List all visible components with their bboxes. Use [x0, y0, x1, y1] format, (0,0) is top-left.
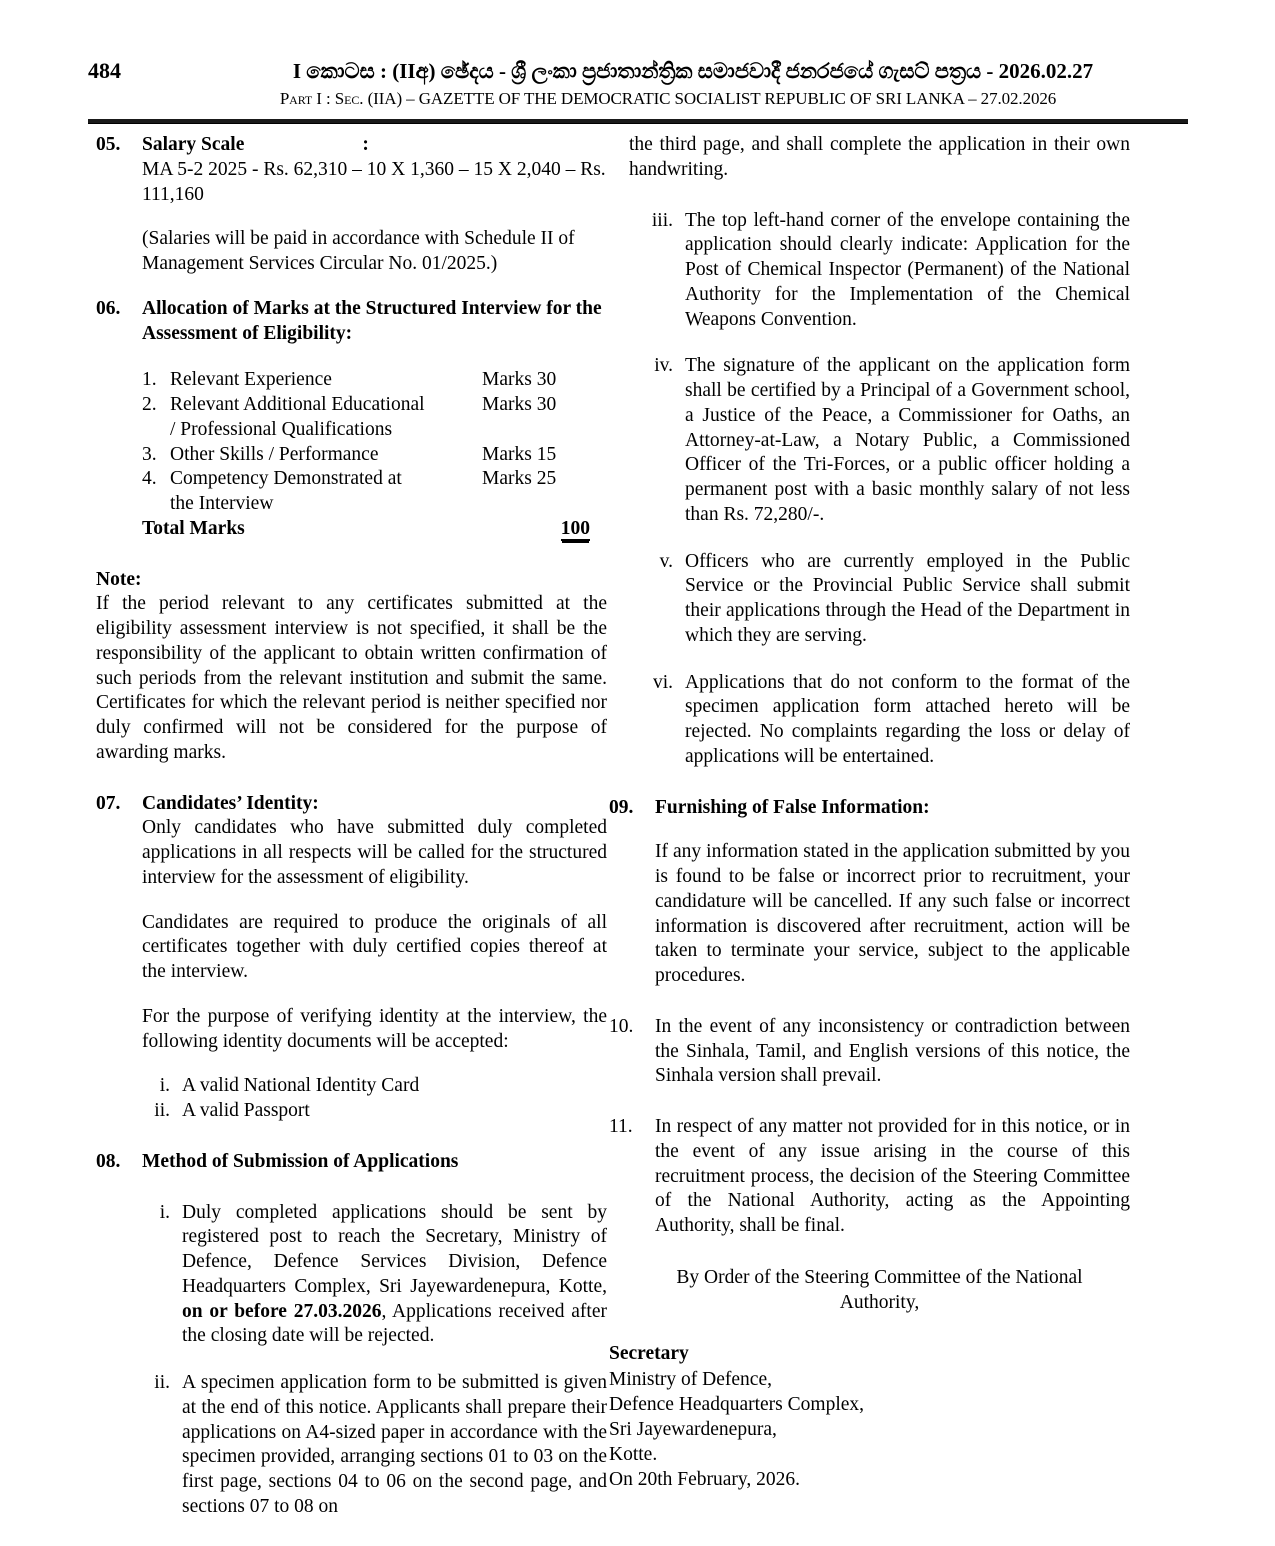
submission-method-item	[629, 354, 1130, 527]
section-09-number: 09.	[609, 796, 634, 818]
identity-document-item	[142, 1074, 607, 1099]
marks-row	[142, 467, 594, 492]
submission-deadline-bold: on or before 27.03.2026	[182, 1300, 382, 1322]
marks-row	[142, 443, 594, 468]
header-english-title: Part I : Sec. (IIA) – GAZETTE OF THE DEMOCRATIC SOCIALIST REPUBLIC OF SRI LANKA – 27.02.2026	[279, 89, 1057, 109]
submission-method-text	[182, 1201, 607, 1350]
notice-clause-11-number: 11.	[609, 1116, 633, 1137]
header-divider-rule	[88, 119, 1188, 124]
marks-row-value: Marks 30	[482, 369, 557, 391]
section-08-title: Method of Submission of Applications	[142, 1150, 459, 1172]
marks-row-label: Other Skills / Performance	[170, 443, 379, 465]
marks-total-value-cell	[478, 517, 594, 542]
submission-method-text: A specimen application form to be submitted is given at the end of this notice. Applicants shall prepare their applications on A4-sized paper in accordance with the specimen provided, arranging sections 01 to 03 on the first page, sections 04 to 06 on the second page, and sections 07 to 08 on	[182, 1372, 607, 1517]
marks-row-label: Relevant Experience	[170, 369, 332, 391]
submission-method-item	[142, 1371, 607, 1520]
submission-method-list-continued	[629, 209, 1130, 770]
marks-row-label-continuation: / Professional Qualifications	[170, 418, 393, 440]
submission-text-after-bold: , Applications received after the closing date will be rejected.	[182, 1300, 607, 1347]
section-07-title: Candidates’ Identity:	[142, 792, 319, 814]
note-body: If the period relevant to any certificates submitted at the eligibility assessment interview is not specified, it shall be the responsibility of the applicant to obtain written confirmation of such periods from the relevant institution and submit the same. Certificates for which the relevant period is neither specified nor duly confirmed will not be considered for the purpose of awarding marks.	[96, 593, 607, 763]
submission-method-numeral: iv.	[654, 355, 673, 377]
section-08-number: 08.	[96, 1150, 121, 1172]
marks-total-label: Total Marks	[142, 517, 245, 539]
notice-clause-10-text: In the event of any inconsistency or contradiction between the Sinhala, Tamil, and English versions of this notice, the Sinhala version shall prevail.	[655, 1015, 1130, 1087]
section-09-title: Furnishing of False Information:	[655, 796, 930, 818]
marks-row-number: 2.	[142, 394, 157, 415]
submission-method-text: The signature of the applicant on the application form shall be certified by a Principal of a Government school, a Justice of the Peace, a Commissioner for Oaths, an Attorney-at-Law, a Notary Public, a Commissioned Officer of the Tri-Forces, or a public officer holding a permanent post with a basic monthly salary of not less than Rs. 72,280/-.	[685, 355, 1130, 525]
marks-row-number: 4.	[142, 468, 157, 490]
signature-line-4: Kotte.	[609, 1444, 658, 1465]
signature-line-2: Defence Headquarters Complex,	[609, 1393, 865, 1415]
submission-method-list	[142, 1201, 607, 1520]
section-06-number: 06.	[96, 297, 121, 319]
section-05-salary-scale	[96, 133, 607, 277]
section-07-number: 07.	[96, 792, 121, 814]
signature-line-1: Ministry of Defence,	[609, 1368, 772, 1390]
left-column	[0, 133, 607, 1520]
section-07-paragraph-2: Candidates are required to produce the originals of all certificates together with duly certified copies thereof at the interview.	[142, 911, 607, 982]
section-07-candidates-identity	[96, 792, 607, 1055]
section-05-salary-note: (Salaries will be paid in accordance with Schedule II of Management Services Circular No. 01/2025.)	[142, 228, 575, 274]
signature-block	[609, 1341, 1130, 1492]
identity-document-numeral: ii.	[154, 1100, 170, 1121]
section-08-method-of-submission	[96, 1150, 607, 1175]
section-05-number: 05.	[96, 134, 121, 155]
section-06-marks-allocation	[96, 297, 607, 347]
section-05-scale: MA 5-2 2025 - Rs. 62,310 – 10 X 1,360 – 15 X 2,040 – Rs. 111,160	[142, 158, 606, 205]
identity-document-text: A valid National Identity Card	[182, 1075, 420, 1097]
page-number: 484	[88, 58, 121, 83]
notice-clause-11-text: In respect of any matter not provided for in this notice, or in the event of any issue arising in the course of this recruitment process, the decision of the Steering Committee of the National Authority, acting as the Appointing Authority, shall be final.	[655, 1116, 1130, 1236]
right-column	[607, 133, 1275, 1520]
submission-method-text: Officers who are currently employed in the Public Service or the Provincial Public Service shall submit their applications through the Head of the Department in which they are serving.	[685, 550, 1130, 646]
notice-clause-11	[609, 1115, 1130, 1239]
submission-method-numeral: vi.	[652, 671, 673, 693]
submission-method-numeral: i.	[159, 1201, 170, 1223]
section-07-paragraph-3: For the purpose of verifying identity at the interview, the following identity documents will be accepted:	[142, 1005, 607, 1052]
submission-method-item	[629, 550, 1130, 649]
header-sinhala-title: I කොටස : (IIඅ) ඡේදය - ශ්‍රී ලංකා ප්‍රජාතාන්ත්‍රික සමාජවාදී ජනරජයේ ගැසට් පත්‍රය - 2026.02.27	[292, 59, 1094, 83]
note-heading: Note:	[96, 568, 142, 590]
signature-title: Secretary	[609, 1343, 689, 1365]
marks-allocation-table	[142, 368, 594, 541]
identity-document-text: A valid Passport	[182, 1100, 310, 1121]
identity-document-item	[142, 1099, 607, 1124]
body-columns	[0, 133, 1275, 1520]
identity-documents-list	[142, 1074, 607, 1124]
marks-total-value: 100	[561, 519, 590, 541]
section-05-colon: :	[362, 134, 369, 155]
page-header	[88, 58, 1188, 109]
submission-text-before-bold: Duly completed applications should be sent by registered post to reach the Secretary, Ministry of Defence, Defence Services Division, Defence Headquarters Complex, Sri Jayewardenepura, Kotte,	[182, 1201, 607, 1297]
marks-total-row	[142, 517, 594, 542]
signature-line-3: Sri Jayewardenepura,	[609, 1418, 777, 1440]
submission-method-text: The top left-hand corner of the envelope containing the application should clearly indicate: Application for the Post of Chemical Inspector (Permanent) of the National Authority for the Implementation of the Chemical Weapons Convention.	[685, 209, 1130, 330]
by-order-line: By Order of the Steering Committee of the National Authority,	[676, 1266, 1083, 1314]
submission-method-item	[629, 671, 1130, 770]
marks-row-value: Marks 25	[482, 468, 557, 490]
section-07-paragraph-1: Only candidates who have submitted duly completed applications in all respects will be called for the structured interview for the assessment of eligibility.	[142, 817, 607, 888]
section-09-false-information	[609, 796, 1130, 989]
marks-row-label: Relevant Additional Educational	[170, 394, 425, 415]
submission-method-text: Applications that do not conform to the format of the specimen application form attached hereto will be rejected. No complaints regarding the loss or delay of applications will be entertained.	[685, 671, 1130, 767]
header-top-row	[88, 58, 1188, 84]
marks-row-label: Competency Demonstrated at	[170, 468, 402, 490]
marks-row	[142, 393, 594, 418]
section-05-title: Salary Scale	[142, 134, 245, 155]
continuation-paragraph: the third page, and shall complete the application in their own handwriting.	[629, 134, 1130, 180]
notice-clause-10-number: 10.	[609, 1015, 634, 1037]
marks-row-number: 3.	[142, 443, 157, 465]
section-09-body: If any information stated in the application submitted by you is found to be false or incorrect prior to recruitment, your candidature will be cancelled. If any such false or incorrect information is discovered after recruitment, action will be taken to terminate your service, subject to the applicable procedures.	[655, 841, 1130, 986]
submission-method-item	[629, 209, 1130, 333]
marks-row-number: 1.	[142, 369, 157, 391]
identity-document-numeral: i.	[159, 1075, 170, 1097]
submission-method-item	[142, 1201, 607, 1350]
submission-method-numeral: iii.	[651, 209, 673, 231]
note-block	[96, 568, 607, 766]
marks-row	[142, 368, 594, 393]
submission-method-numeral: ii.	[154, 1372, 170, 1393]
signature-date: On 20th February, 2026.	[609, 1469, 801, 1491]
section-05-title-row	[142, 133, 607, 158]
marks-row-value: Marks 30	[482, 394, 557, 415]
notice-clause-10	[609, 1015, 1130, 1089]
marks-row-label-continuation: the Interview	[170, 493, 274, 514]
submission-method-numeral: v.	[659, 550, 673, 572]
section-06-title: Allocation of Marks at the Structured Interview for the Assessment of Eligibility:	[142, 297, 602, 344]
marks-row-value: Marks 15	[482, 443, 557, 465]
